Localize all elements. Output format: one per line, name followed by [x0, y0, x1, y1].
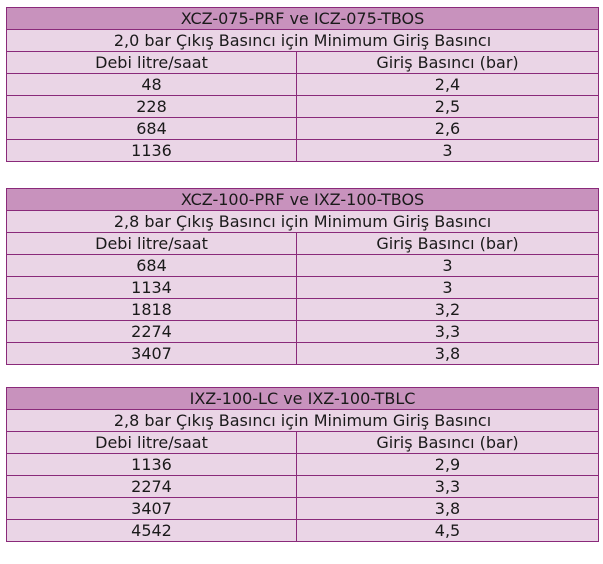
flow-cell: 1134 — [7, 277, 297, 299]
flow-cell: 3407 — [7, 343, 297, 365]
table-row — [7, 140, 599, 162]
pressure-cell: 3 — [297, 140, 599, 162]
table-row — [7, 96, 599, 118]
table-row — [7, 498, 599, 520]
table-title: IXZ-100-LC ve IXZ-100-TBLC — [7, 388, 599, 410]
pressure-cell: 3,8 — [297, 343, 599, 365]
table-row — [7, 277, 599, 299]
pressure-cell: 2,4 — [297, 74, 599, 96]
table-row — [7, 118, 599, 140]
table-subtitle: 2,8 bar Çıkış Basıncı için Minimum Giriş Basıncı — [7, 410, 599, 432]
column-header-flow: Debi litre/saat — [7, 233, 297, 255]
table-row — [7, 454, 599, 476]
table-title: XCZ-075-PRF ve ICZ-075-TBOS — [7, 8, 599, 30]
flow-cell: 1136 — [7, 140, 297, 162]
pressure-cell: 4,5 — [297, 520, 599, 542]
table-row — [7, 520, 599, 542]
flow-cell: 684 — [7, 255, 297, 277]
table-subtitle: 2,0 bar Çıkış Basıncı için Minimum Giriş Basıncı — [7, 30, 599, 52]
pressure-cell: 2,6 — [297, 118, 599, 140]
pressure-table-1 — [6, 7, 599, 162]
flow-cell: 2274 — [7, 321, 297, 343]
flow-cell: 1818 — [7, 299, 297, 321]
pressure-cell: 2,5 — [297, 96, 599, 118]
flow-cell: 3407 — [7, 498, 297, 520]
flow-cell: 2274 — [7, 476, 297, 498]
table-row — [7, 299, 599, 321]
flow-cell: 48 — [7, 74, 297, 96]
pressure-cell: 3 — [297, 255, 599, 277]
pressure-table-3 — [6, 387, 599, 542]
table-row — [7, 74, 599, 96]
flow-cell: 1136 — [7, 454, 297, 476]
pressure-cell: 3,3 — [297, 321, 599, 343]
pressure-cell: 3,2 — [297, 299, 599, 321]
pressure-cell: 3,3 — [297, 476, 599, 498]
column-header-pressure: Giriş Basıncı (bar) — [297, 233, 599, 255]
flow-cell: 228 — [7, 96, 297, 118]
column-header-flow: Debi litre/saat — [7, 432, 297, 454]
flow-cell: 4542 — [7, 520, 297, 542]
pressure-table-2 — [6, 188, 599, 365]
table-row — [7, 476, 599, 498]
table-row — [7, 321, 599, 343]
table-title: XCZ-100-PRF ve IXZ-100-TBOS — [7, 189, 599, 211]
table-subtitle: 2,8 bar Çıkış Basıncı için Minimum Giriş Basıncı — [7, 211, 599, 233]
column-header-pressure: Giriş Basıncı (bar) — [297, 52, 599, 74]
column-header-pressure: Giriş Basıncı (bar) — [297, 432, 599, 454]
pressure-cell: 3,8 — [297, 498, 599, 520]
flow-cell: 684 — [7, 118, 297, 140]
pressure-cell: 2,9 — [297, 454, 599, 476]
column-header-flow: Debi litre/saat — [7, 52, 297, 74]
table-row — [7, 343, 599, 365]
pressure-cell: 3 — [297, 277, 599, 299]
table-row — [7, 255, 599, 277]
